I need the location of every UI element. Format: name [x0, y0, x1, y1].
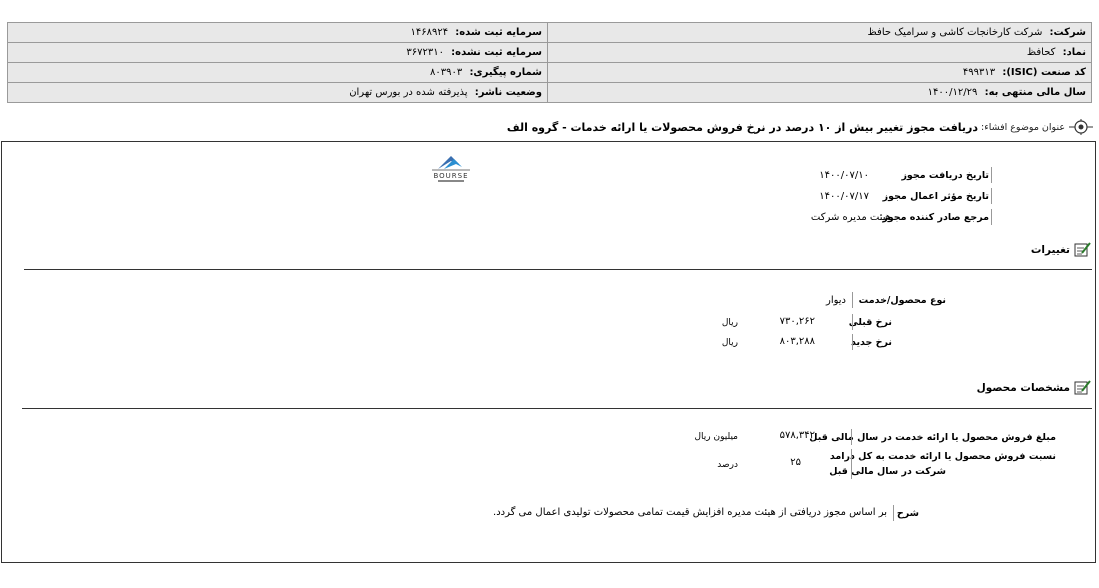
receive-date-value: ۱۴۰۰/۰۷/۱۰ [819, 170, 869, 181]
new-rate-label: نرخ جدید [850, 337, 892, 348]
edit-note-icon [1074, 242, 1091, 257]
sales-ratio-label-line2: شرکت در سال مالی قبل [829, 466, 946, 477]
info-row [8, 83, 1092, 103]
prev-rate-label: نرخ قبلی [848, 317, 892, 328]
company-label: شرکت: [1049, 27, 1086, 38]
receive-date-label: تاریخ دریافت مجوز [901, 170, 989, 181]
new-rate-value: ۸۰۳,۲۸۸ [779, 336, 815, 347]
subject-label: عنوان موضوع افشاء: [981, 121, 1065, 133]
sales-amount-label: مبلغ فروش محصول یا ارائه خدمت در سال مالی قبل [809, 432, 1056, 443]
info-row [8, 43, 1092, 63]
divider [991, 188, 992, 204]
sales-ratio-label-line1: نسبت فروش محصول یا ارائه خدمت به کل درامد [829, 451, 1056, 462]
tracking-value: ۸۰۳۹۰۳ [430, 67, 463, 78]
unregistered-capital-cell [8, 43, 548, 63]
sales-amount-value: ۵۷۸,۳۴۲ [779, 430, 815, 441]
divider [852, 334, 853, 350]
divider [851, 449, 852, 479]
registered-capital-cell [8, 23, 548, 43]
divider [852, 314, 853, 330]
new-rate-unit: ریال [721, 338, 738, 348]
target-bullet-icon [1069, 118, 1093, 136]
tracking-label: شماره پیگیری: [469, 67, 542, 78]
divider [851, 429, 852, 445]
issuer-value: هیئت مدیره شرکت [810, 212, 891, 223]
isic-label: کد صنعت (ISIC): [1002, 67, 1086, 78]
symbol-label: نماد: [1062, 47, 1086, 58]
isic-cell [548, 63, 1092, 83]
section-divider [22, 408, 1092, 409]
product-type-label: نوع محصول/خدمت [858, 295, 946, 306]
divider [991, 167, 992, 183]
isic-value: ۴۹۹۳۱۳ [962, 67, 996, 78]
divider [991, 209, 992, 225]
tracking-cell [8, 63, 548, 83]
registered-capital-value: ۱۴۶۸۹۲۴ [410, 27, 449, 38]
fiscal-year-label: سال مالی منتهی به: [984, 87, 1086, 98]
sales-ratio-unit: درصد [717, 460, 738, 470]
publisher-status-label: وضعیت ناشر: [474, 87, 542, 98]
product-specs-section-header [977, 380, 1091, 395]
product-type-value: دیوار [825, 295, 846, 306]
company-info-table [7, 22, 1092, 103]
company-value: شرکت کارخانجات کاشی و سرامیک حافظ [867, 27, 1043, 38]
section-divider [24, 269, 1092, 270]
symbol-value: کحافظ [1026, 47, 1056, 58]
registered-capital-label: سرمایه ثبت شده: [455, 27, 542, 38]
description-text: بر اساس مجوز دریافتی از هیئت مدیره افزایش قیمت تمامی محصولات تولیدی اعمال می گردد. [493, 507, 887, 518]
prev-rate-value: ۷۳۰,۲۶۲ [779, 316, 815, 327]
sales-ratio-value: ۲۵ [790, 457, 801, 468]
product-specs-section-title: مشخصات محصول [976, 381, 1070, 394]
info-row [8, 63, 1092, 83]
issuer-label: مرجع صادر کننده مجوز [882, 212, 989, 223]
symbol-cell [548, 43, 1092, 63]
changes-section-header [1031, 242, 1091, 257]
publisher-status-value: پذیرفته شده در بورس تهران [349, 87, 468, 98]
announcement-panel [1, 141, 1096, 563]
bourse-logo [426, 155, 476, 185]
logo-text: BOURSE [433, 172, 469, 180]
divider [852, 292, 853, 308]
info-row [8, 23, 1092, 43]
effective-date-label: تاریخ مؤثر اعمال مجوز [882, 191, 989, 202]
edit-note-icon [1074, 380, 1091, 395]
unregistered-capital-value: ۳۶۷۲۳۱۰ [406, 47, 444, 58]
sales-amount-unit: میلیون ریال [694, 432, 738, 442]
subject-title: دریافت مجوز تغییر بیش از ۱۰ درصد در نرخ فروش محصولات یا ارائه خدمات - گروه الف [506, 120, 979, 134]
divider [893, 505, 894, 521]
fiscal-year-value: ۱۴۰۰/۱۲/۲۹ [927, 87, 978, 98]
unregistered-capital-label: سرمایه ثبت نشده: [451, 47, 542, 58]
company-cell [548, 23, 1092, 43]
description-label: شرح [896, 508, 919, 519]
changes-section-title: تغییرات [1030, 243, 1070, 256]
subject-row [507, 118, 1093, 136]
fiscal-year-cell [548, 83, 1092, 103]
prev-rate-unit: ریال [721, 318, 738, 328]
effective-date-value: ۱۴۰۰/۰۷/۱۷ [819, 191, 869, 202]
publisher-status-cell [8, 83, 548, 103]
